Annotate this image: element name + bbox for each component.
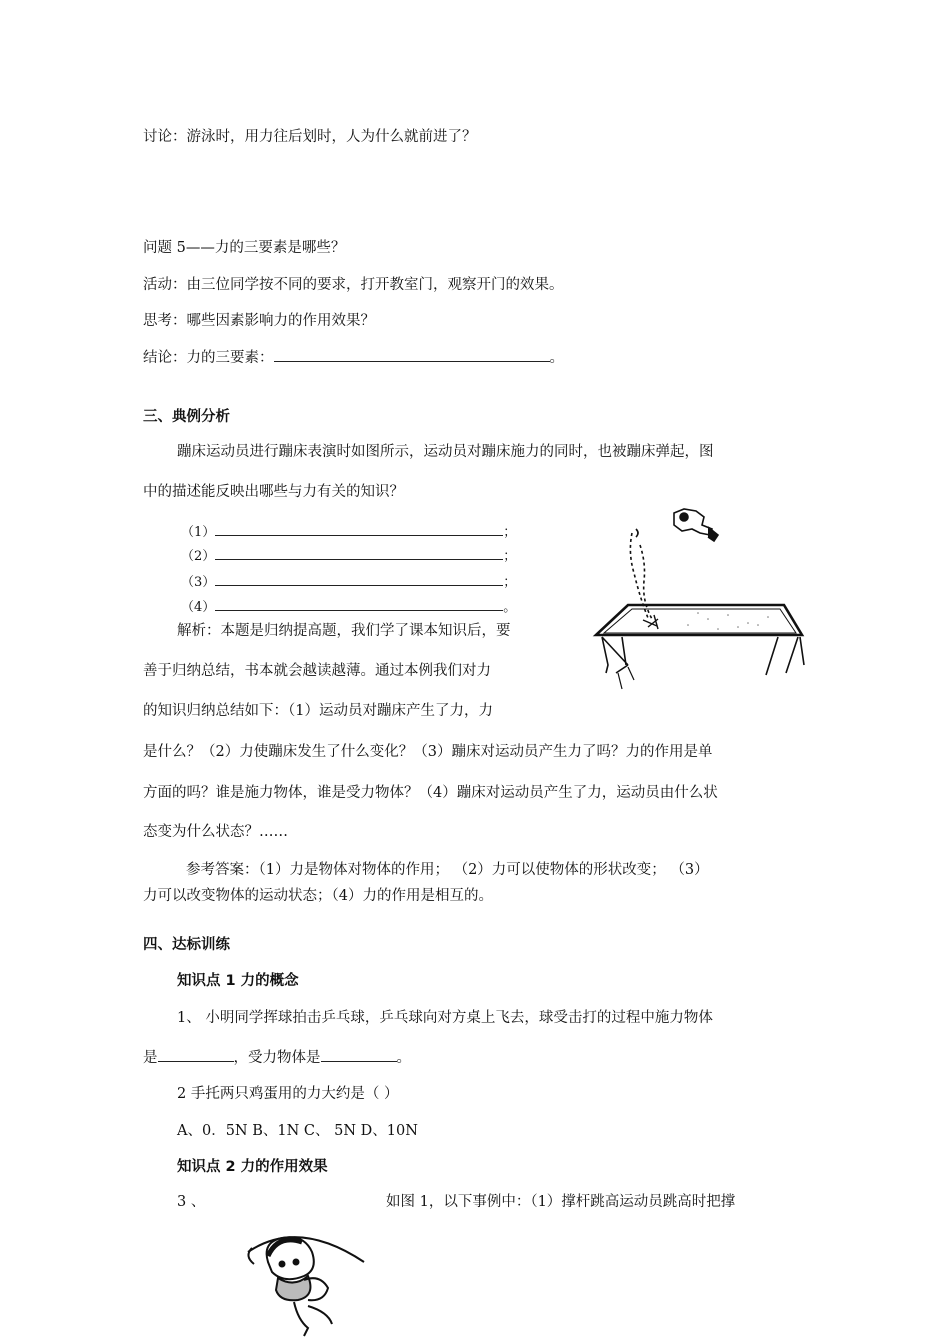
question-1-line-2: 是 ，受力物体是 。 bbox=[143, 1047, 411, 1068]
trampoline-illustration bbox=[588, 505, 816, 695]
question-2: 2 手托两只鸡蛋用的力大约是（ ） bbox=[177, 1086, 399, 1102]
answer-item-4: （4） 。 bbox=[181, 596, 516, 618]
analysis-line-6: 态变为什么状态？…… bbox=[143, 824, 288, 840]
analysis-line-5: 方面的吗？谁是施力物体，谁是受力物体？（4）蹦床对运动员产生了力，运动员由什么状 bbox=[143, 785, 718, 801]
force-receiver-blank[interactable] bbox=[321, 1047, 397, 1062]
analysis-line-3: 的知识归纳总结如下：（1）运动员对蹦床产生了力，力 bbox=[143, 703, 493, 719]
analysis-line-4: 是什么？（2）力使蹦床发生了什么变化？（3）蹦床对运动员产生力了吗？力的作用是单 bbox=[143, 744, 713, 760]
question-1-line-1: 1、 小明同学挥球拍击乒乓球，乒乓球向对方桌上飞去，球受击打的过程中施力物体 bbox=[177, 1010, 713, 1026]
force-applier-blank[interactable] bbox=[158, 1047, 234, 1062]
analysis-line-2: 善于归纳总结，书本就会越读越薄。通过本例我们对力 bbox=[143, 663, 491, 679]
question-3-number: 3 、 bbox=[177, 1194, 206, 1210]
conclusion-end: 。 bbox=[549, 350, 564, 366]
answer-item-1: （1） ； bbox=[181, 521, 516, 543]
question-2-options: A、0．5N B、1N C、 5N D、10N bbox=[177, 1123, 418, 1139]
knowledge-point-1: 知识点 1 力的概念 bbox=[177, 973, 299, 989]
knowledge-point-2: 知识点 2 力的作用效果 bbox=[177, 1159, 328, 1175]
conclusion-label: 结论：力的三要素： bbox=[143, 350, 274, 366]
conclusion-line bbox=[143, 347, 564, 368]
answer-item-3: （3） ； bbox=[181, 571, 516, 593]
question-3-text: 如图 1，以下事例中：（1）撑杆跳高运动员跳高时把撑 bbox=[386, 1194, 736, 1210]
answer-blank-1[interactable] bbox=[215, 521, 503, 536]
discussion-question: 讨论：游泳时，用力往后划时，人为什么就前进了？ bbox=[143, 129, 477, 145]
reference-answer-line-2: 力可以改变物体的运动状态；（4）力的作用是相互的。 bbox=[143, 888, 493, 904]
example-intro-line-1: 蹦床运动员进行蹦床表演时如图所示，运动员对蹦床施力的同时，也被蹦床弹起，图 bbox=[177, 444, 714, 460]
answer-blank-2[interactable] bbox=[215, 545, 503, 560]
answer-blank-3[interactable] bbox=[215, 571, 503, 586]
reference-answer-line-1: 参考答案：（1）力是物体对物体的作用； （2）力可以使物体的形状改变； （3） bbox=[186, 862, 709, 878]
answer-item-2: （2） ； bbox=[181, 545, 516, 567]
answer-blank-4[interactable] bbox=[215, 596, 503, 611]
activity-text: 活动：由三位同学按不同的要求，打开教室门，观察开门的效果。 bbox=[143, 277, 564, 293]
question-5-title: 问题 5——力的三要素是哪些？ bbox=[143, 240, 346, 256]
section-3-heading: 三、典例分析 bbox=[143, 409, 230, 425]
section-4-heading: 四、达标训练 bbox=[143, 937, 230, 953]
example-intro-line-2: 中的描述能反映出哪些与力有关的知识？ bbox=[143, 484, 404, 500]
cartoon-figure-illustration bbox=[238, 1222, 388, 1340]
conclusion-blank[interactable] bbox=[274, 347, 550, 362]
think-text: 思考：哪些因素影响力的作用效果？ bbox=[143, 313, 375, 329]
analysis-line-1: 解析：本题是归纳提高题，我们学了课本知识后，要 bbox=[177, 623, 511, 639]
